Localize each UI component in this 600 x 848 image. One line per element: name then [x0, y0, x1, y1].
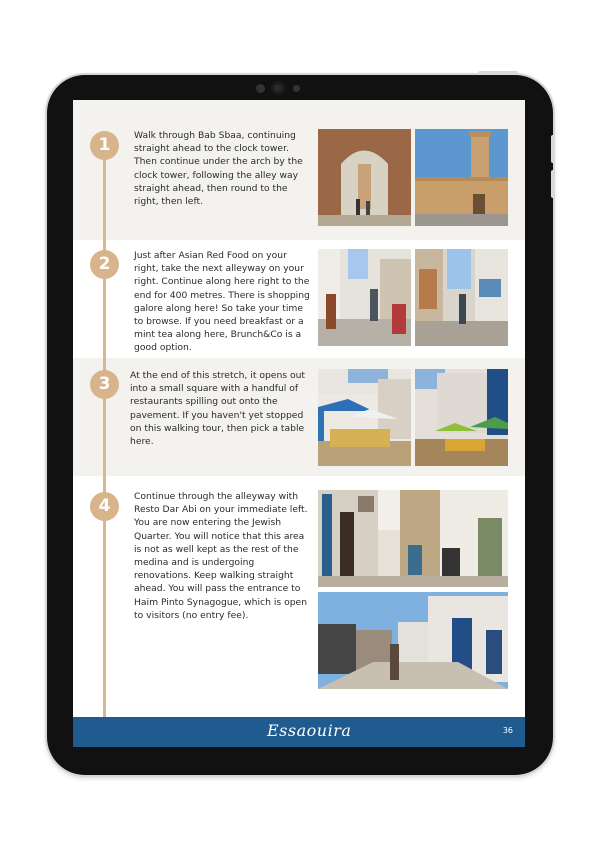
tablet-side-button [551, 135, 555, 163]
photo-bab-sbaa-arch [318, 129, 411, 226]
photo-alleyway-shops-1 [318, 249, 411, 346]
step-text-3: At the end of this stretch, it opens out into a small square with a handful of restaurants spilling out onto the pavement. If you haven't yet stopped on this walking tour, then pick a table here. [130, 370, 306, 448]
step-text-1: Walk through Bab Sbaa, continuing straight ahead to the clock tower. Then continue under the arch by the clock tower, following the alley way straight ahead, then round to the right, then left. [134, 130, 303, 208]
photo-clock-tower [415, 129, 508, 226]
step-number-1: 1 [90, 131, 119, 160]
camera-lens [271, 81, 285, 95]
page-number: 36 [502, 726, 513, 735]
step-text-4: Continue through the alleyway with Resto Dar Abi on your immediate left. You are now entering the Jewish Quarter. You will notice that this area is not as well kept as the rest of the medina and is undergoing renovations. Keep walking straight ahead. You will pass the entrance to Haim Pinto Synagogue, which is open to visitors (no entry fee). [134, 491, 308, 621]
page-footer [73, 717, 525, 747]
tablet-top-button [478, 71, 518, 75]
page-screen [73, 100, 525, 747]
step-number-4: 4 [90, 492, 119, 521]
photo-jewish-quarter-street [318, 592, 508, 689]
camera-sensor [293, 85, 300, 92]
tablet-side-button [551, 170, 555, 198]
step-number-2: 2 [90, 250, 119, 279]
step-number-3: 3 [90, 370, 119, 399]
essaouira-logo: Essaouira [267, 721, 352, 740]
photo-alleyway-shops-2 [415, 249, 508, 346]
photo-resto-dar-abi-alley [318, 490, 508, 587]
step-text-2: Just after Asian Red Food on your right, take the next alleyway on your right. Continue along here right to the end for 400 metres. There is shopping galore along here! So take your time to browse. If you need breakfast or a mint tea along here, Brunch&Co is a good option. [134, 250, 310, 354]
timeline-line [103, 145, 106, 720]
photo-small-square-restaurants-1 [318, 369, 411, 466]
camera-dot [256, 84, 265, 93]
photo-small-square-restaurants-2 [415, 369, 508, 466]
